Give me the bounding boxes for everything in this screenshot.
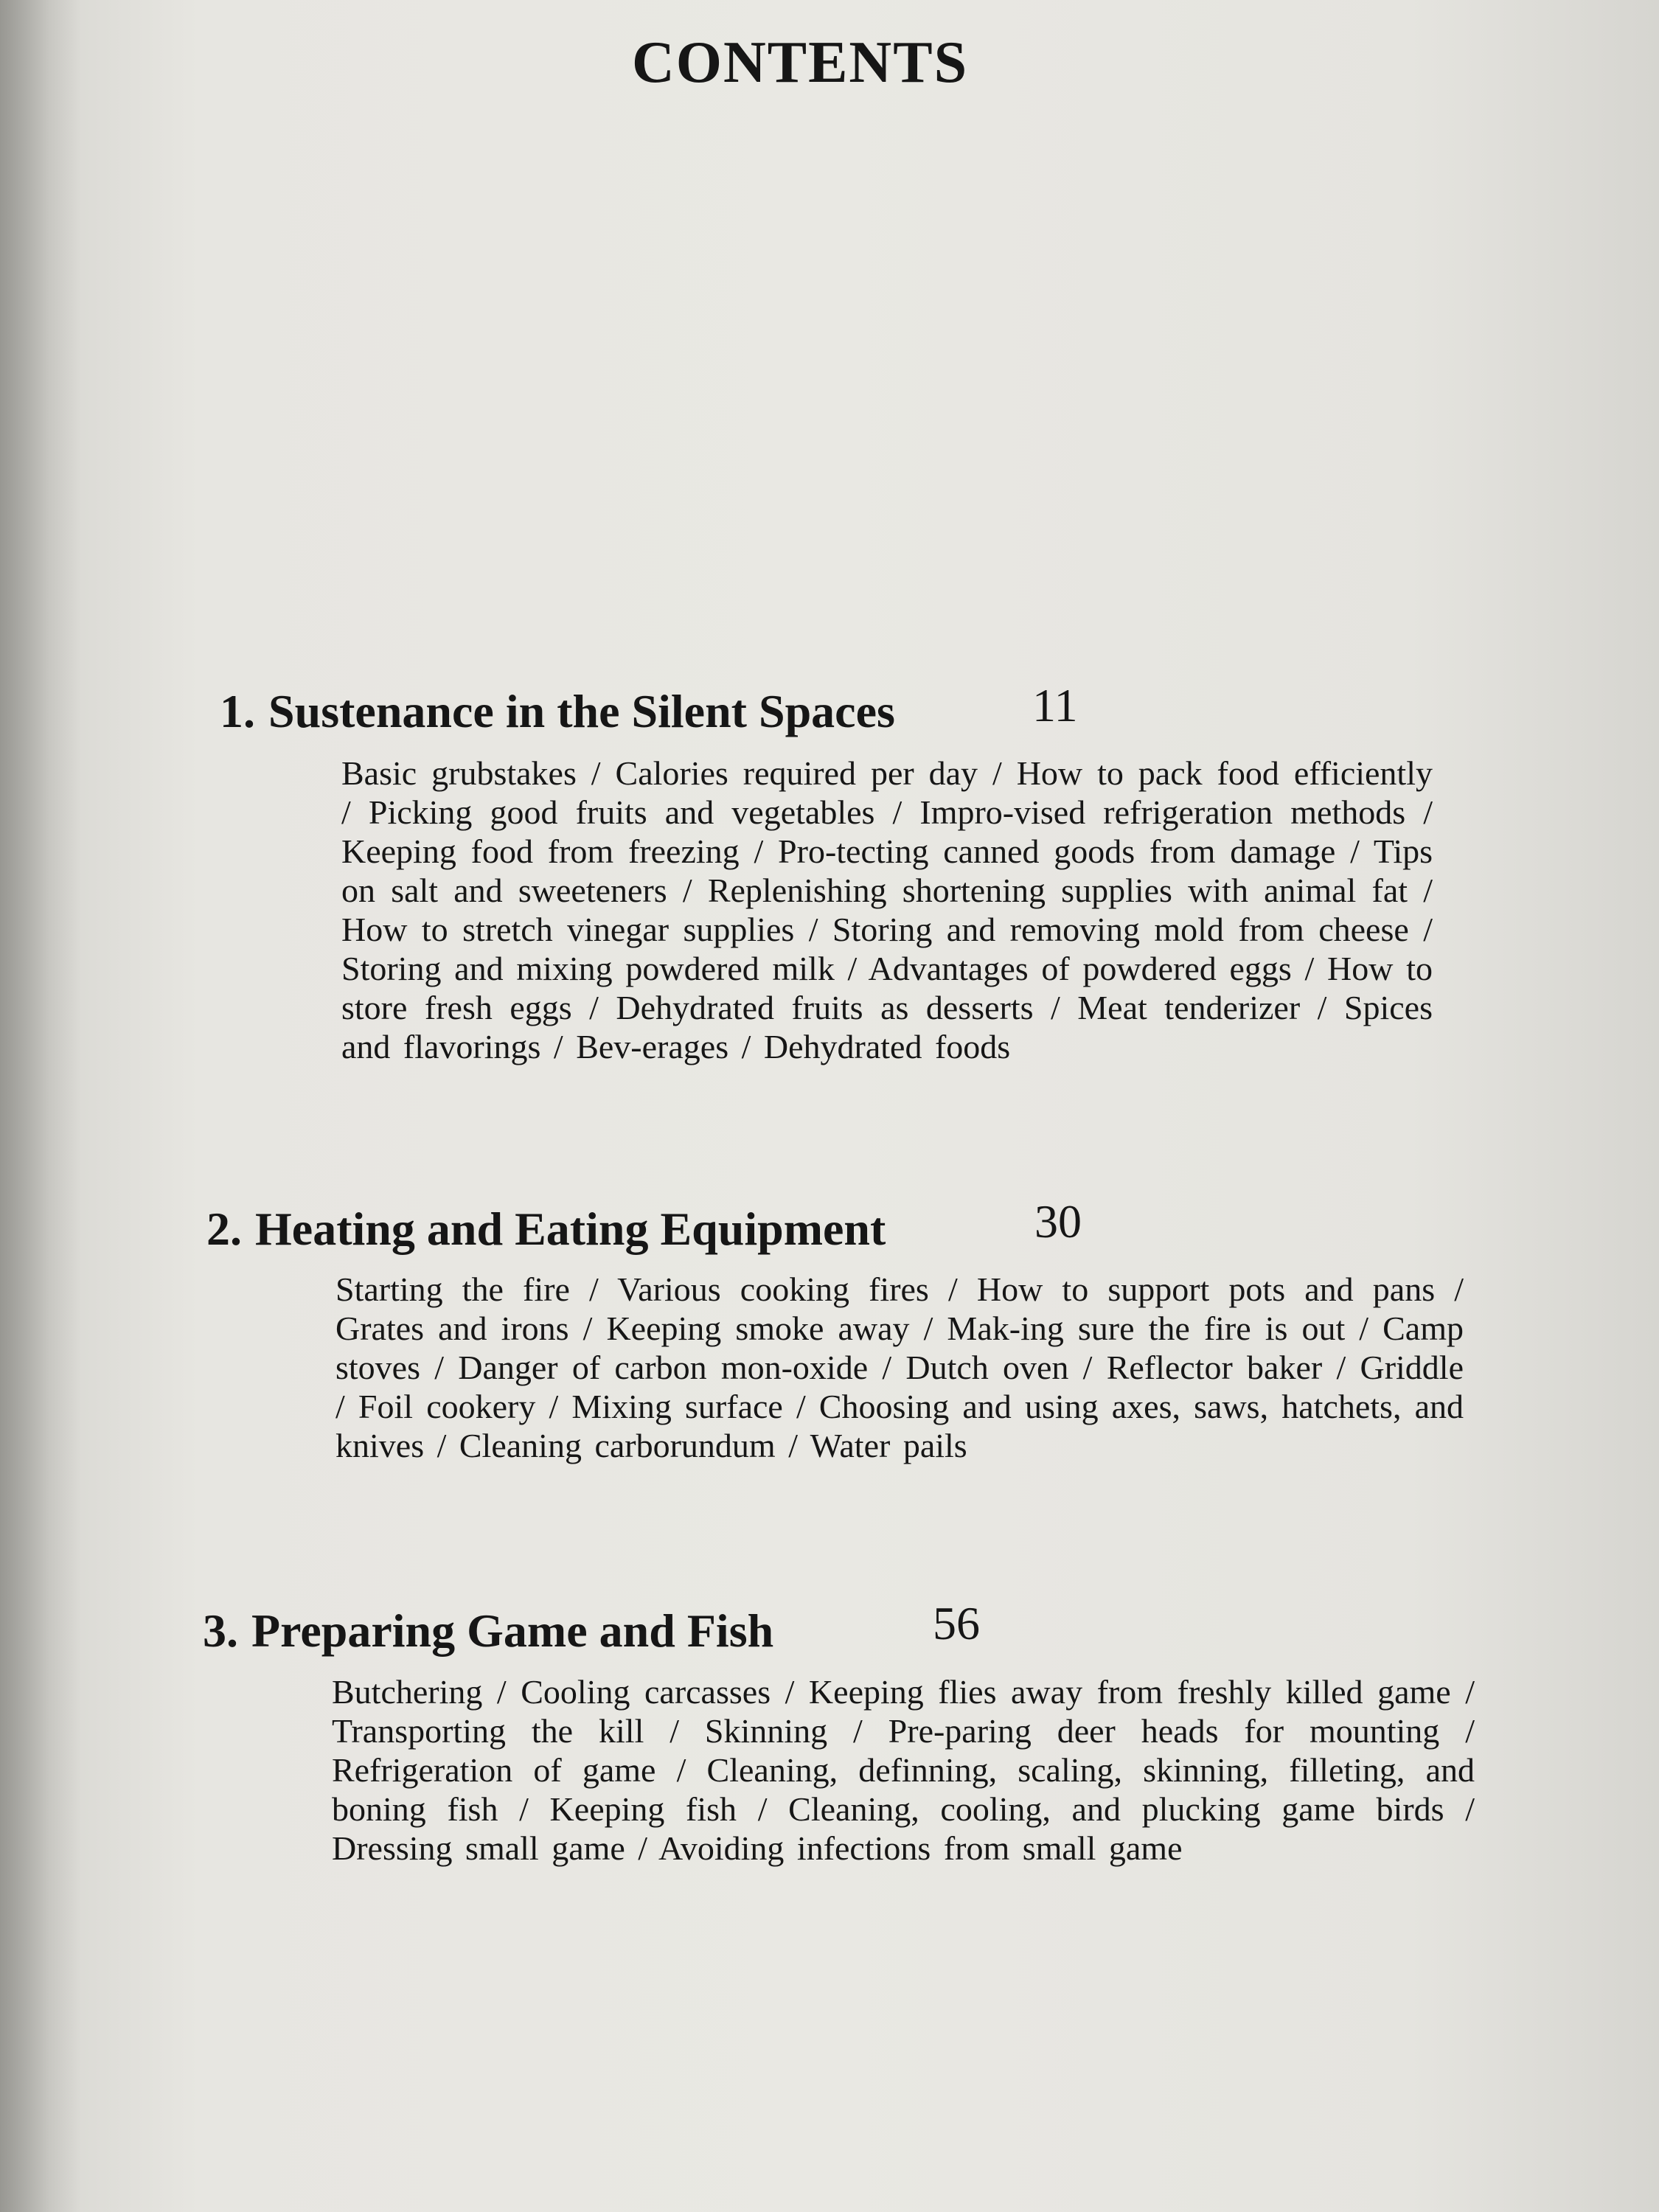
section-heading: [206, 1202, 886, 1256]
section-heading: [220, 684, 895, 739]
section-number: 1.: [220, 685, 255, 737]
section-topics: Butchering / Cooling carcasses / Keeping flies away from freshly killed game / Transporting the kill / Skinning / Pre-paring deer heads for mounting / Refrigeration of game / Cleaning, definning, scaling, skinning, filleting, and boning fish / Keeping fish / Cleaning, cooling, and plucking game birds / Dressing small game / Avoiding infections from small game: [332, 1673, 1475, 1867]
section-page-number: 30: [1034, 1195, 1082, 1248]
section-title: Heating and Eating Equipment: [255, 1203, 886, 1255]
page-title: CONTENTS: [631, 30, 969, 95]
section-page-number: 11: [1032, 679, 1078, 731]
section-heading: [203, 1604, 773, 1658]
section-topics: Starting the fire / Various cooking fires / How to support pots and pans / Grates and irons / Keeping smoke away / Mak-ing sure the fire is out / Camp stoves / Danger of carbon mon-oxide / Dutch oven / Reflector baker / Griddle / Foil cookery / Mixing surface / Choosing and using axes, saws, hatchets, and knives / Cleaning carborundum / Water pails: [335, 1270, 1464, 1464]
section-title: Preparing Game and Fish: [251, 1604, 774, 1657]
spine-shadow: [0, 0, 81, 2212]
section-number: 2.: [206, 1203, 242, 1255]
section-topics: Basic grubstakes / Calories required per day / How to pack food efficiently / Picking good fruits and vegetables / Impro-vised refrigeration methods / Keeping food from freezing / Pro-tecting canned goods from damage / Tips on salt and sweeteners / Replenishing shortening supplies with animal fat / How to stretch vinegar supplies / Storing and removing mold from cheese / Storing and mixing powdered milk / Advantages of powdered eggs / How to store fresh eggs / Dehydrated fruits as desserts / Meat tenderizer / Spices and flavorings / Bev-erages / Dehydrated foods: [341, 754, 1433, 1065]
section-number: 3.: [203, 1604, 238, 1657]
section-page-number: 56: [933, 1597, 980, 1649]
section-title: Sustenance in the Silent Spaces: [268, 685, 895, 737]
